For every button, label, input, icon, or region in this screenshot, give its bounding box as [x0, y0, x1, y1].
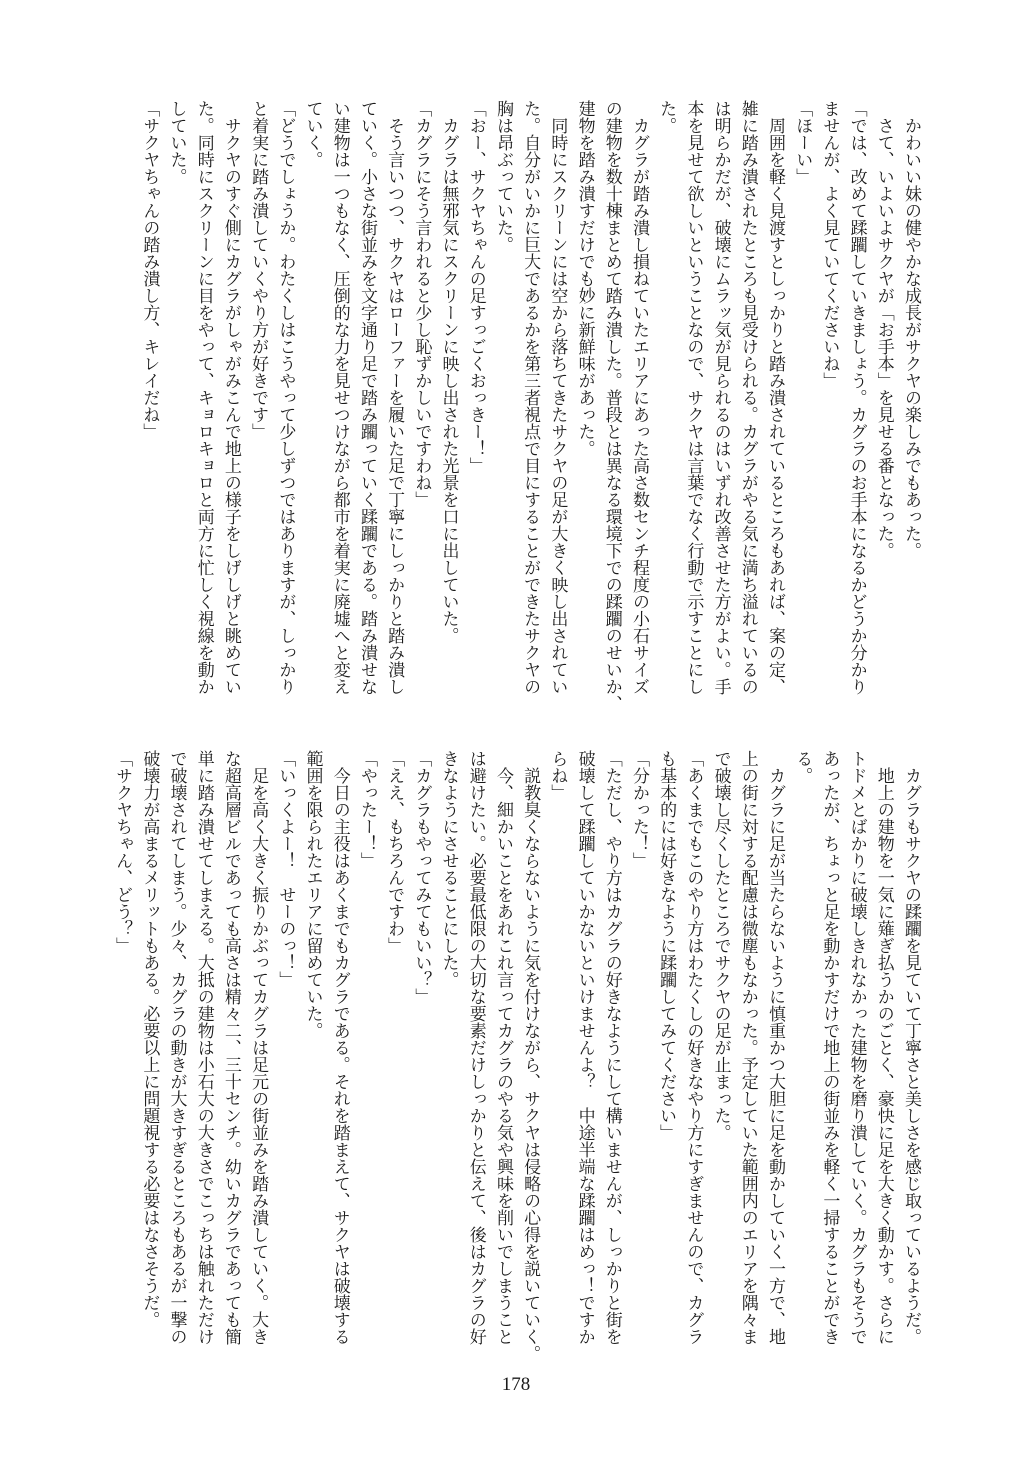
text-line: 地上の建物を一気に薙ぎ払うかのごとく、豪快に足を大きく動かす。さらに	[873, 750, 894, 1345]
text-line: も基本的には好きなように蹂躙してみてください」	[656, 750, 677, 1141]
text-line: 「いっくよー！ せーのっ！」	[275, 750, 296, 988]
text-line: カグラに足が当たらないように慎重かつ大胆に足を動かしていく一方で、地	[764, 750, 785, 1345]
text-line: 「やったー！」	[356, 750, 377, 869]
text-line: カグラもサクヤの蹂躙を見ていて丁寧さと美しさを感じ取っているようだ。	[901, 750, 921, 1345]
text-line: は明らかだが、破壊にムラッ気が見られるのはいずれ改善させた方がよい。手	[710, 100, 731, 695]
text-line: かわいい妹の健やかな成長がサクヤの楽しみでもあった。	[901, 100, 921, 559]
text-line: た。	[656, 100, 677, 134]
text-line: していた。	[166, 100, 187, 185]
text-line: 今、細かいことをあれこれ言ってカグラのやる気や興味を削いでしまうこと	[492, 750, 513, 1345]
text-line: そう言いつつ、サクヤはローファーを履いた足で丁寧にしっかりと踏み潰し	[384, 100, 405, 695]
text-line: 「サクヤちゃんの踏み潰し方、キレイだね」	[139, 100, 160, 440]
text-line: ていく。小さな街並みを文字通り足で踏み躙っていく蹂躙である。踏み潰せな	[356, 100, 377, 695]
text-line: さて、いよいよサクヤが「お手本」を見せる番となった。	[873, 100, 894, 559]
text-line: な超高層ビルであっても高さは精々二、三十センチ。幼いカグラであっても簡	[220, 750, 241, 1345]
text-line: あったが、ちょっと足を動かすだけで地上の街並みを軽く一掃することができ	[819, 750, 840, 1345]
text-line: 単に踏み潰せてしまえる。大抵の建物は小石大の大きさでこっちは触れただけ	[193, 750, 214, 1345]
text-line: 説教臭くならないように気を付けながら、サクヤは侵略の心得を説いていく。	[520, 750, 541, 1362]
text-line: 胸は昂ぶっていた。	[492, 100, 513, 253]
text-line: トドメとばかりに破壊しきれなかった建物を磨り潰していく。カグラもそうで	[846, 750, 867, 1345]
text-line: で破壊し尽くしたところでサクヤの足が止まった。	[710, 750, 731, 1141]
text-line: 破壊力が高まるメリットもある。必要以上に問題視する必要はなさそうだ。	[139, 750, 160, 1328]
text-line: 破壊して蹂躙していかないといけませんよ？ 中途半端な蹂躙はめっ！ですか	[574, 750, 595, 1345]
text-line: る。	[792, 750, 813, 784]
text-line: ませんが、よく見ていてくださいね」	[819, 100, 840, 389]
text-block-lower	[108, 750, 924, 1370]
text-line: 「あくまでもこのやり方はわたくしの好きなやり方にすぎませんので、カグラ	[683, 750, 704, 1345]
text-line: 「ええ、もちろんですわ」	[384, 750, 405, 954]
text-line: ていく。	[302, 100, 323, 168]
text-line: 「ただし、やり方はカグラの好きなようにして構いませんが、しっかりと街を	[601, 750, 622, 1345]
text-line: 同時にスクリーンには空から落ちてきたサクヤの足が大きく映し出されてい	[547, 100, 568, 695]
text-line: 足を高く大きく振りかぶってカグラは足元の街並みを踏み潰していく。大き	[248, 750, 269, 1345]
text-line: 周囲を軽く見渡すとしっかりと踏み潰されているところもあれば、案の定、	[764, 100, 785, 695]
text-line: 今日の主役はあくまでもカグラである。それを踏まえて、サクヤは破壊する	[329, 750, 350, 1345]
text-line: 本を見せて欲しいということなので、サクヤは言葉でなく行動で示すことにし	[683, 100, 704, 695]
text-line: 上の街に対する配慮は微塵もなかった。予定していた範囲内のエリアを隅々ま	[737, 750, 758, 1345]
text-line: た。自分がいかに巨大であるかを第三者視点で目にすることができたサクヤの	[520, 100, 541, 695]
text-line: カグラが踏み潰し損ねていたエリアにあった高さ数センチ程度の小石サイズ	[628, 100, 649, 695]
page-number: 178	[501, 1374, 531, 1395]
text-line: 範囲を限られたエリアに留めていた。	[302, 750, 323, 1039]
text-line: 「おー、サクヤちゃんの足すっごくおっきー！」	[465, 100, 486, 474]
text-line: きなようにさせることにした。	[438, 750, 459, 988]
text-block-upper	[135, 100, 924, 720]
text-line: 「ほーい」	[792, 100, 813, 185]
text-line: と着実に踏み潰していくやり方が好きです」	[248, 100, 269, 440]
text-line: の建物を数十棟まとめて踏み潰した。普段とは異なる環境下での蹂躙のせいか、	[601, 100, 622, 712]
text-line: らね」	[547, 750, 568, 801]
text-line: で破壊されてしまう。少々、カグラの動きが大きすぎるところもあるが一撃の	[166, 750, 187, 1345]
text-line: 「分かった！」	[628, 750, 649, 869]
text-line: 「どうでしょうか。わたくしはこうやって少しずつではありますが、しっかり	[275, 100, 296, 695]
text-line: 「カグラにそう言われると少し恥ずかしいですわね」	[411, 100, 432, 508]
text-line: 「サクヤちゃん、どう？」	[112, 750, 133, 954]
text-line: た。同時にスクリーンに目をやって、キョロキョロと両方に忙しく視線を動か	[193, 100, 214, 695]
text-line: カグラは無邪気にスクリーンに映し出された光景を口に出していた。	[438, 100, 459, 644]
text-line: は避けたい。必要最低限の大切な要素だけしっかりと伝えて、後はカグラの好	[465, 750, 486, 1345]
text-line: 雑に踏み潰されたところも見受けられる。カグラがやる気に満ち溢れているの	[737, 100, 758, 695]
text-line: 「カグラもやってみてもいい？」	[411, 750, 432, 1005]
text-line: 「では、改めて蹂躙していきましょう。カグラのお手本になるかどうか分かり	[846, 100, 867, 695]
text-line: 建物を踏み潰すだけでも妙に新鮮味があった。	[574, 100, 595, 457]
text-line: い建物は一つもなく、圧倒的な力を見せつけながら都市を着実に廃墟へと変え	[329, 100, 350, 695]
text-line: サクヤのすぐ側にカグラがしゃがみこんで地上の様子をしげしげと眺めてい	[220, 100, 241, 695]
